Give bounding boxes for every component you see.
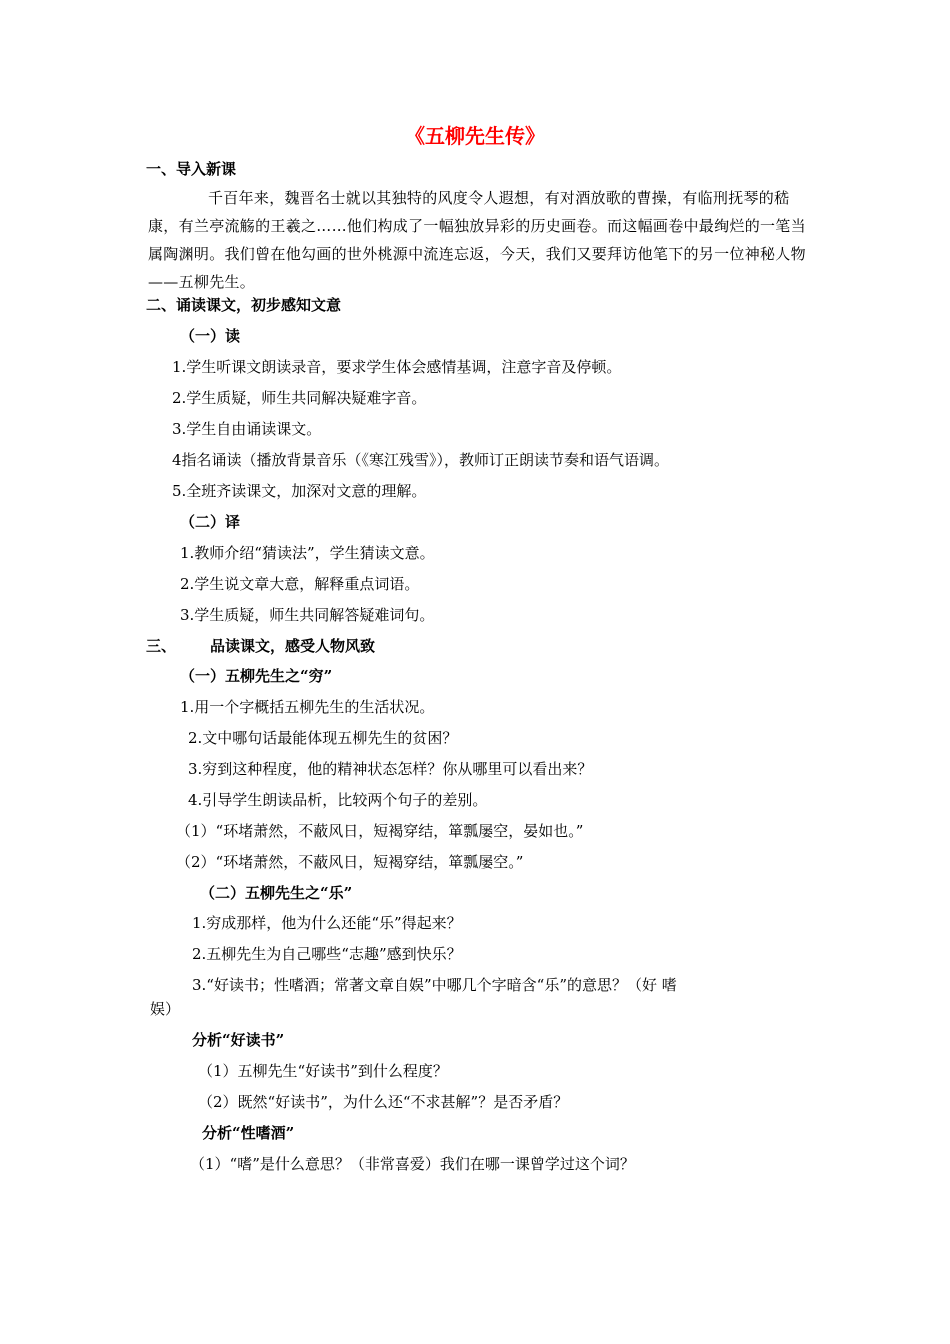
list-item: 3.学生自由诵读课文。: [172, 420, 322, 438]
subheading-joy: （二）五柳先生之“乐”: [200, 884, 353, 902]
list-item: 2.学生说文章大意，解释重点词语。: [180, 575, 420, 593]
subheading-read: （一）读: [180, 327, 241, 345]
list-item-continuation: 娱）: [150, 1000, 181, 1018]
list-item: 2.学生质疑，师生共同解决疑难字音。: [172, 389, 427, 407]
intro-paragraph: 千百年来，魏晋名士就以其独特的风度令人遐想，有对酒放歌的曹操，有临刑抚琴的嵇康，有兰亭流觞的王羲之……他们构成了一幅独放异彩的历史画卷。而这幅画卷中最绚烂的一笔当属陶渊明。我们曾在他勾画的世外桃源中流连忘返，今天，我们又要拜访他笔下的另一位神秘人物——五柳先生。: [148, 189, 806, 291]
list-item: 3.穷到这种程度，他的精神状态怎样？你从哪里可以看出来？: [188, 760, 593, 778]
list-item: 2.五柳先生为自己哪些“志趣”感到快乐？: [192, 945, 462, 963]
analysis-heading-wine: 分析“性嗜酒”: [202, 1124, 295, 1142]
list-item: 3.学生质疑，师生共同解答疑难词句。: [180, 606, 435, 624]
document-title: 《五柳先生传》: [405, 124, 545, 148]
subheading-translate: （二）译: [180, 513, 241, 531]
list-item: 1.学生听课文朗读录音，要求学生体会感情基调，注意字音及停顿。: [172, 358, 622, 376]
list-item: 2.文中哪句话最能体现五柳先生的贫困？: [188, 729, 458, 747]
list-item: 1.教师介绍“猜读法”，学生猜读文意。: [180, 544, 435, 562]
quote-item: （2）“环堵萧然，不蔽风日，短褐穿结，箪瓢屡空。”: [176, 853, 524, 871]
list-item: 1.用一个字概括五柳先生的生活状况。: [180, 698, 435, 716]
section-heading-appreciation: 品读课文，感受人物风致: [210, 637, 376, 655]
section-heading-reading: 二、诵读课文，初步感知文意: [146, 296, 342, 314]
list-item: 5.全班齐读课文，加深对文意的理解。: [172, 482, 427, 500]
list-item: 3.“好读书；性嗜酒；常著文章自娱”中哪几个字暗含“乐”的意思？（好 嗜: [192, 976, 677, 994]
question-item: （1）“嗜”是什么意思？（非常喜爱）我们在哪一课曾学过这个词？: [190, 1155, 635, 1173]
analysis-heading-reading: 分析“好读书”: [192, 1031, 285, 1049]
question-item: （1）五柳先生“好读书”到什么程度？: [198, 1062, 448, 1080]
subheading-poor: （一）五柳先生之“穷”: [180, 667, 333, 685]
question-item: （2）既然“好读书”，为什么还“不求甚解”？是否矛盾？: [198, 1093, 569, 1111]
section-heading-intro: 一、导入新课: [146, 160, 237, 178]
quote-item: （1）“环堵萧然，不蔽风日，短褐穿结，箪瓢屡空，晏如也。”: [176, 822, 584, 840]
list-item: 4指名诵读（播放背景音乐（《寒江残雪》），教师订正朗读节奏和语气语调。: [172, 451, 670, 469]
list-item: 4.引导学生朗读品析，比较两个句子的差别。: [188, 791, 488, 809]
list-item: 1.穷成那样，他为什么还能“乐”得起来？: [192, 914, 462, 932]
section-heading-number: 三、: [146, 637, 177, 655]
